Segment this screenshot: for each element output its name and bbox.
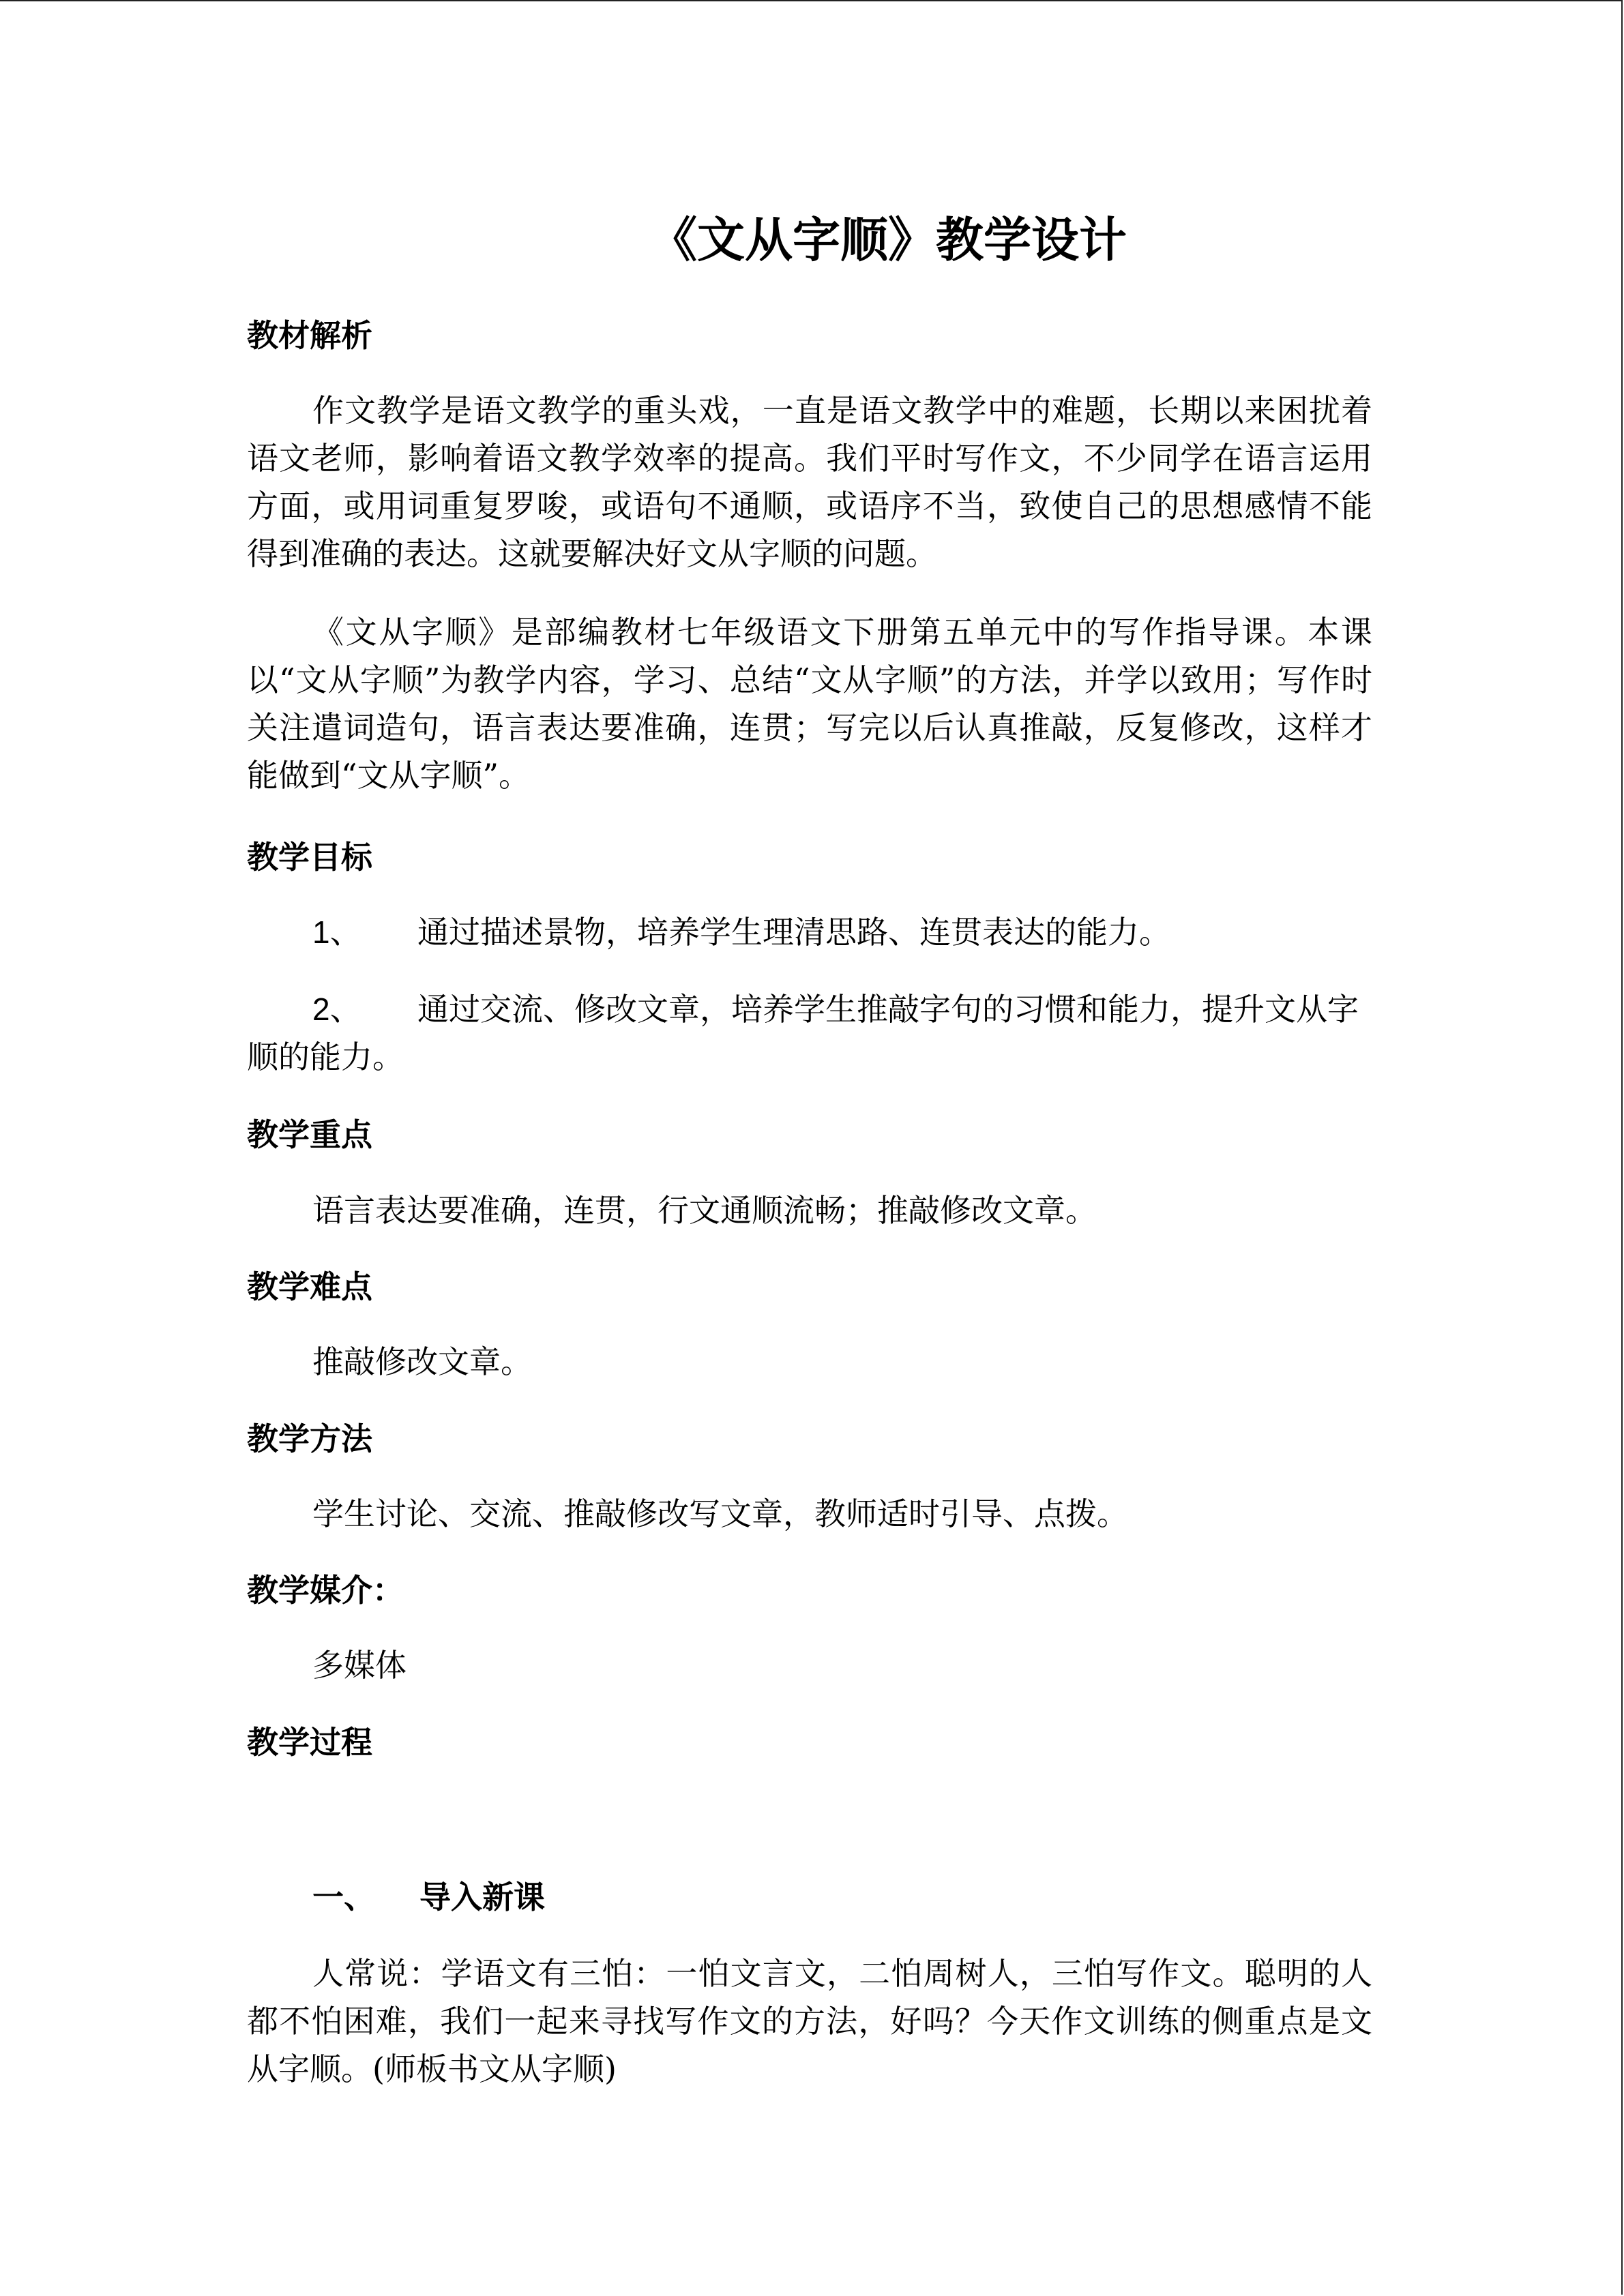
heading-material-analysis: 教材解析	[247, 317, 372, 354]
paragraph-material-analysis-2: 《文从字顺》是部编教材七年级语文下册第五单元中的写作指导课。本课以“文从字顺”为教学内容，学习、总结“文从字顺”的方法，并学以致用；写作时关注遣词造句，语言表达要准确，连贯；写完以后认真推敲，反复修改，这样才能做到“文从字顺”。	[247, 614, 1372, 794]
objective-item-number: 2、	[312, 992, 361, 1027]
objective-item-number: 1、	[312, 914, 361, 950]
process-step-1-heading	[312, 1873, 545, 1921]
heading-media: 教学媒介：	[247, 1572, 404, 1609]
media-text: 多媒体	[312, 1647, 407, 1684]
objective-item-text: 通过交流、修改文章，培养学生推敲字句的习惯和能力，提升文从字顺的能力。	[247, 991, 1359, 1075]
objective-item-1	[247, 908, 1372, 956]
difficulties-text: 推敲修改文章。	[312, 1343, 532, 1380]
document-title: 《文从字顺》教学设计	[649, 211, 1127, 268]
methods-text: 学生讨论、交流、推敲修改写文章，教师适时引导、点拨。	[312, 1495, 1128, 1532]
objective-item-text: 通过描述景物，培养学生理清思路、连贯表达的能力。	[417, 914, 1170, 951]
process-step-number: 一、	[312, 1879, 375, 1915]
heading-objectives: 教学目标	[247, 839, 372, 876]
objective-item-2	[247, 985, 1372, 1081]
heading-process: 教学过程	[247, 1724, 372, 1761]
key-points-text: 语言表达要准确，连贯，行文通顺流畅；推敲修改文章。	[312, 1192, 1097, 1229]
heading-methods: 教学方法	[247, 1420, 372, 1457]
heading-key-points: 教学重点	[247, 1116, 372, 1153]
paragraph-material-analysis-1: 作文教学是语文教学的重头戏，一直是语文教学中的难题，长期以来困扰着语文老师，影响着语文教学效率的提高。我们平时写作文，不少同学在语言运用方面，或用词重复罗唆，或语句不通顺，或语序不当，致使自己的思想感情不能得到准确的表达。这就要解决好文从字顺的问题。	[247, 392, 1372, 572]
heading-difficulties: 教学难点	[247, 1268, 372, 1305]
process-step-1-paragraph: 人常说：学语文有三怕：一怕文言文，二怕周树人，三怕写作文。聪明的人都不怕困难，我们一起来寻找写作文的方法，好吗？今天作文训练的侧重点是文从字顺。(师板书文从字顺)	[247, 1955, 1372, 2087]
process-step-title: 导入新课	[419, 1879, 545, 1915]
